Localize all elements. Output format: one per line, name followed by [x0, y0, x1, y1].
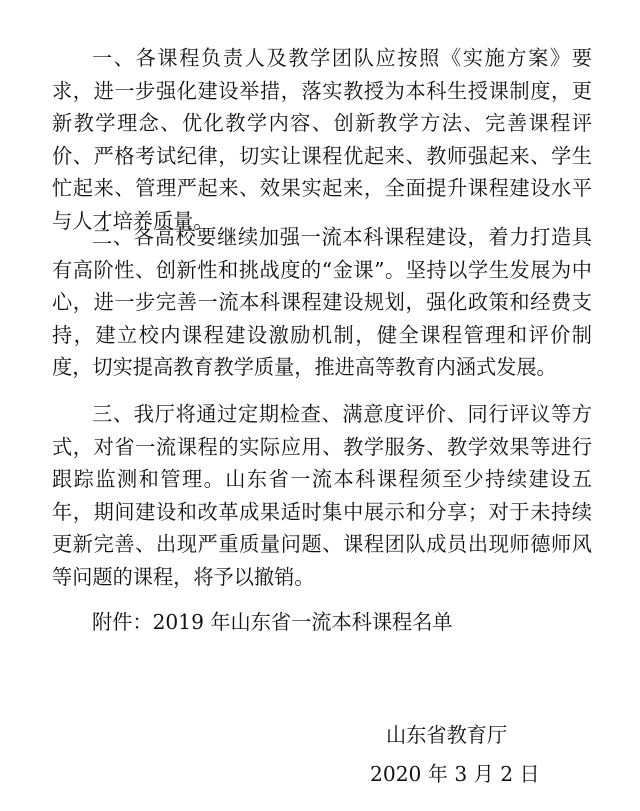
paragraph-2: 二、各高校要继续加强一流本科课程建设，着力打造具有高阶性、创新性和挑战度的“金课”。坚持以学生发展为中心，进一步完善一流本科课程建设规划，强化政策和经费支持，建立校内课程建设激励机制，健全课程管理和评价制度，切实提高教育教学质量，推进高等教育内涵式发展。 [52, 225, 592, 379]
paragraph-3: 三、我厅将通过定期检查、满意度评价、同行评议等方式，对省一流课程的实际应用、教学服务、教学效果等进行跟踪监测和管理。山东省一流本科课程须至少持续建设五年，期间建设和改革成果适时集中展示和分享；对于未持续更新完善、出现严重质量问题、课程团队成员出现师德师风等问题的课程，将予以撤销。 [52, 402, 592, 589]
issue-date: 2020 年 3 月 2 日 [370, 762, 540, 786]
attachment-line: 附件：2019 年山东省一流本科课程名单 [92, 610, 453, 634]
issuer-name: 山东省教育厅 [386, 723, 508, 747]
paragraph-1: 一、各课程负责人及教学团队应按照《实施方案》要求，进一步强化建设举措，落实教授为本科生授课制度，更新教学理念、优化教学内容、创新教学方法、完善课程评价、严格考试纪律，切实让课程优起来、教师强起来、学生忙起来、管理严起来、效果实起来，全面提升课程建设水平与人才培养质量。 [52, 46, 592, 233]
